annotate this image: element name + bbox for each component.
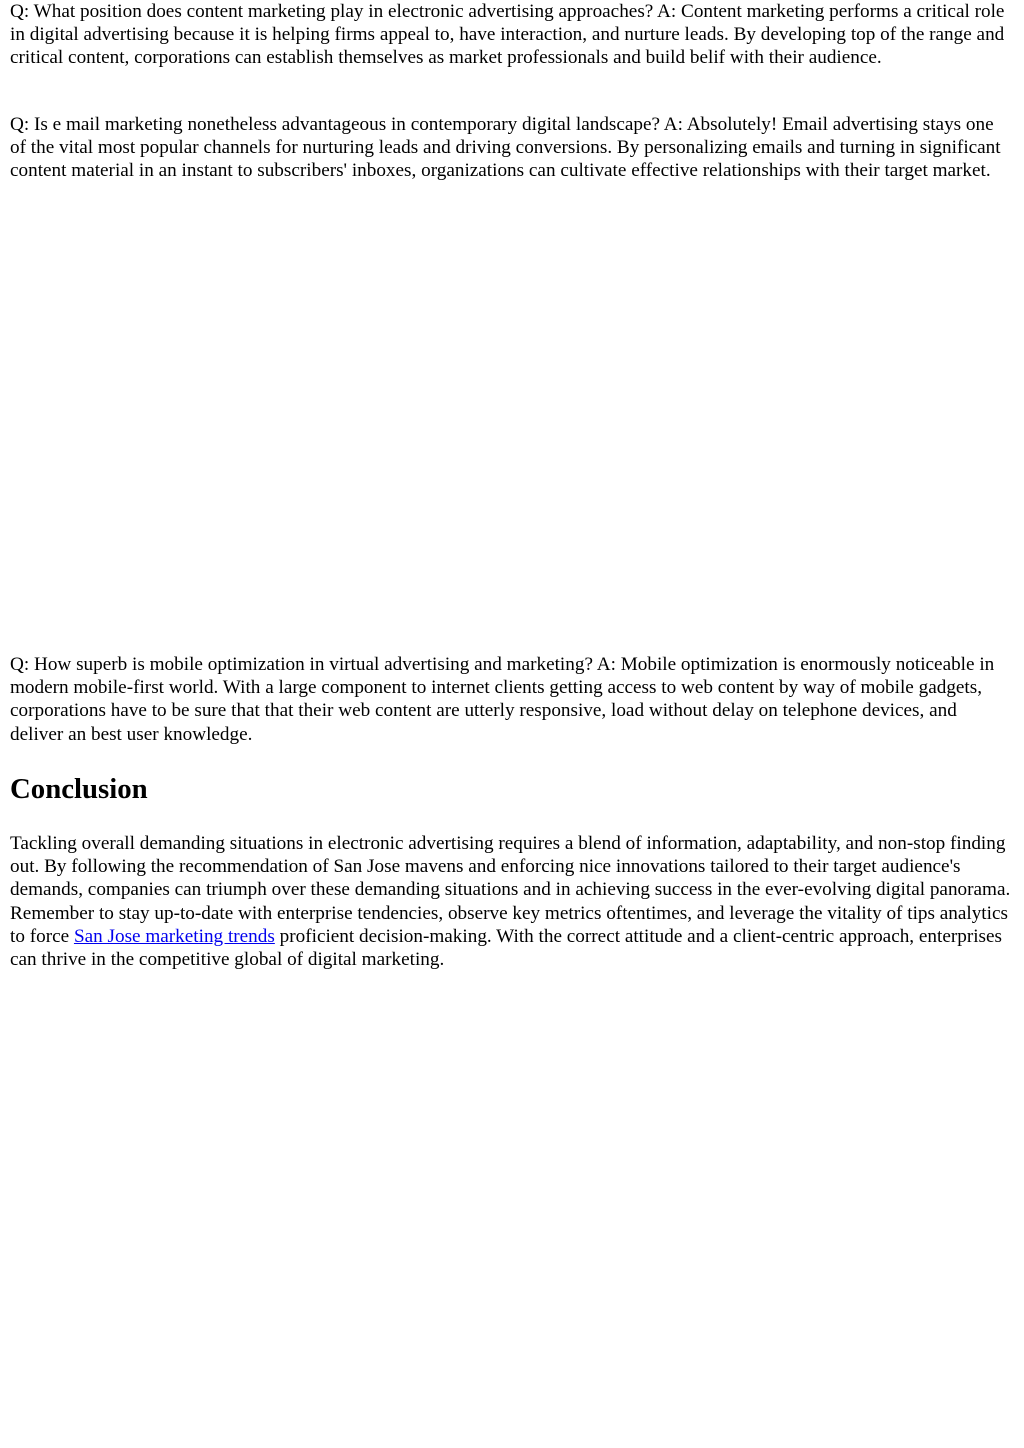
- faq-mobile-optimization-paragraph: Q: How superb is mobile optimization in virtual advertising and marketing? A: Mobile optimization is enormously noticeable in modern mobile-first world. With a large component to internet clients getting access to web content by way of mobile gadgets, corporations have to be sure that that their web content are utterly responsive, load without delay on telephone devices, and deliver an best user knowledge.: [10, 654, 995, 745]
- conclusion-text-before-link: Tackling overall demanding situations in electronic advertising requires a blend of information, adaptability, and non-stop finding out. By following the recommendation of San Jose mavens and enforcing nice innovations tailored to their target audience's demands, companies can triumph over these demanding situations and in achieving success in the ever-evolving digital panorama. Remember to stay up-to-date with enterprise tendencies, observe key metrics oftentimes, and leverage the vitality of tips analytics to force: [10, 833, 1011, 947]
- conclusion-paragraph: [10, 832, 1014, 971]
- faq-email-marketing-paragraph: Q: Is e mail marketing nonetheless advantageous in contemporary digital landscape? A: Absolutely! Email advertising stays one of the vital most popular channels for nurturing leads and driving conversions. By personalizing emails and turning in significant content material in an instant to subscribers' inboxes, organizations can cultivate effective relationships with their target market.: [10, 114, 1001, 182]
- conclusion-text-after-link: proficient decision-making. With the correct attitude and a client-centric approach, enterprises can thrive in the competitive global of digital marketing.: [10, 925, 1003, 971]
- conclusion-heading: Conclusion: [10, 773, 148, 805]
- faq-content-marketing-paragraph: Q: What position does content marketing play in electronic advertising approaches? A: Content marketing performs a critical role in digital advertising because it is helping firms appeal to, have interaction, and nurture leads. By developing top of the range and critical content, corporations can establish themselves as market professionals and build belif with their audience.: [10, 1, 1005, 69]
- san-jose-marketing-trends-link[interactable]: San Jose marketing trends: [73, 925, 275, 947]
